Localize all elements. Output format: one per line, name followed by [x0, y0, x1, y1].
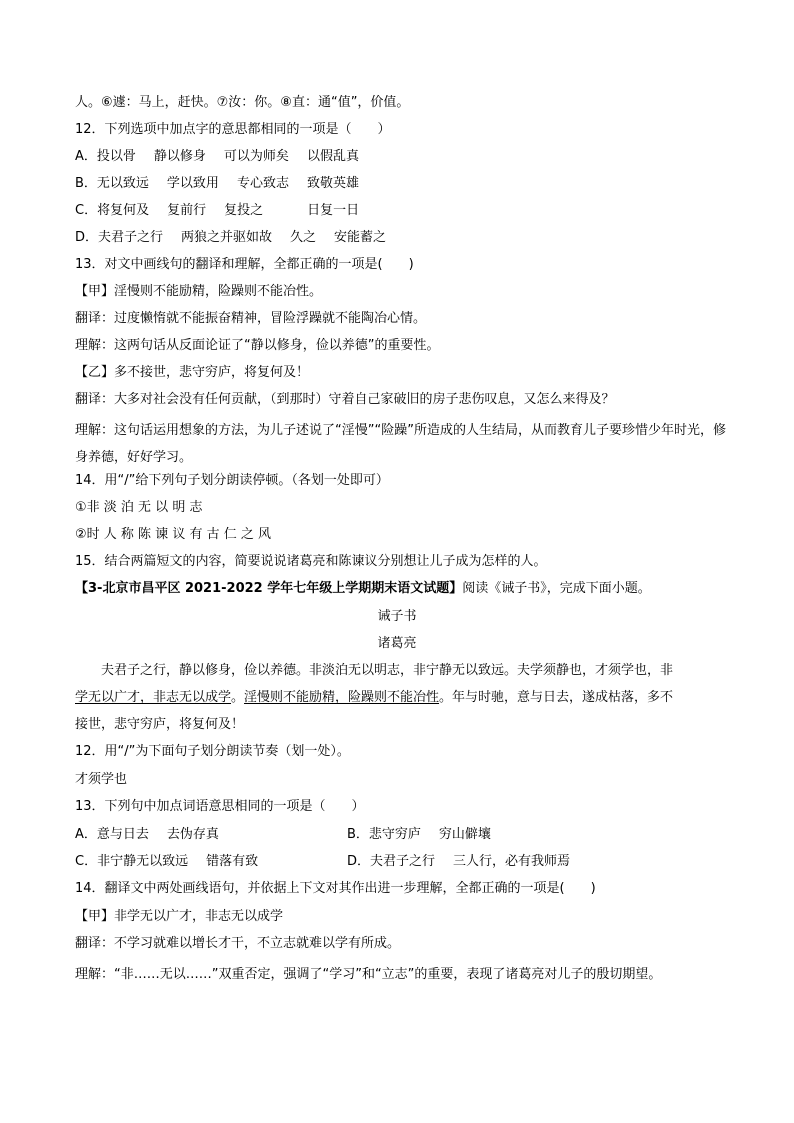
option-text: C．将复何及 [75, 203, 150, 218]
passage-line-3: 接世，悲守穷庐，将复何及！ [75, 717, 245, 732]
question-14-item-1: ①非 淡 泊 无 以 明 志 [75, 500, 203, 515]
yi-understanding: 理解：这句话运用想象的方法，为儿子述说了“淫慢”“险躁”所造成的人生结局，从而教育儿子要珍惜少年时光，修身养德，好好学习。 [75, 423, 726, 465]
option-text: 复投之 [224, 203, 264, 218]
option-text: C．非宁静无以致远 [75, 854, 189, 869]
passage-line-1: 夫君子之行，静以修身，俭以养德。非淡泊无以明志，非宁静无以致远。夫学须静也，才须学也，非 [101, 663, 674, 678]
passage-text: 。年与时驰，意与日去，遂成枯落，多不 [439, 690, 674, 705]
option-text: B．悲守穷庐 [347, 827, 421, 842]
b-options-cd [75, 852, 734, 872]
underlined-sentence-jia: 学无以广才，非志无以成学 [75, 690, 232, 705]
option-text: 两狼之并驱如故 [181, 230, 273, 245]
option-text: D．夫君子之行 [75, 230, 164, 245]
option-text: 日复一日 [307, 203, 360, 218]
option-d [347, 852, 570, 872]
b-options-ab [75, 825, 734, 845]
passage-author: 诸葛亮 [377, 636, 417, 651]
option-text: A．意与日去 [75, 827, 149, 842]
jia-understanding: 理解：这两句话从反面论证了“静以修身，俭以养德”的重要性。 [75, 338, 440, 353]
option-text: 可以为师矣 [223, 149, 289, 164]
option-b [347, 825, 491, 845]
option-text: 穷山僻壤 [438, 827, 491, 842]
option-text: 久之 [290, 230, 317, 245]
question-13: 13．对文中画线句的翻译和理解，全都正确的一项是( ) [75, 257, 414, 272]
b-question-12: 12．用“/”为下面句子划分朗读节奏（划一处）。 [75, 744, 350, 759]
option-text: 三人行，必有我师焉 [453, 854, 571, 869]
option-text: 致敬英雄 [306, 176, 359, 191]
option-text: 安能蓄之 [334, 230, 387, 245]
question-14: 14．用“/”给下列句子划分朗读停顿。（各划一处即可） [75, 473, 389, 488]
option-text: 复前行 [167, 203, 207, 218]
yi-sentence: 【乙】多不接世，悲守穷庐，将复何及！ [75, 365, 310, 380]
passage-line-2 [75, 688, 734, 708]
footnote-line: 人。⑥遽：马上，赶快。⑦汝：你。⑧直：通“值”，价值。 [75, 95, 410, 110]
source-label: 【3-北京市昌平区 2021-2022 学年七年级上学期期末语文试题】 [75, 581, 463, 596]
b-question-13: 13．下列句中加点词语意思相同的一项是（ ） [75, 799, 365, 814]
source-header [75, 579, 734, 599]
question-12: 12．下列选项中加点字的意思都相同的一项是（ ） [75, 122, 391, 137]
option-12-a [75, 147, 734, 167]
b-question-14: 14．翻译文中两处画线语句，并依据上下文对其作出进一步理解，全都正确的一项是( ) [75, 881, 596, 896]
option-12-c [75, 201, 734, 221]
passage-title: 诫子书 [377, 609, 417, 624]
underlined-sentence-yi: 淫慢则不能励精，险躁则不能冶性 [244, 690, 440, 705]
jia-translation: 翻译：过度懒惰就不能振奋精神，冒险浮躁就不能陶冶心情。 [75, 311, 427, 326]
option-text: A．投以骨 [75, 149, 136, 164]
option-12-d [75, 228, 734, 248]
question-14-item-2: ②时 人 称 陈 谏 议 有 古 仁 之 风 [75, 527, 271, 542]
b-jia-understanding: 理解：“非……无以……”双重否定，强调了“学习”和“立志”的重要，表现了诸葛亮对儿子的殷切期望。 [75, 967, 662, 982]
option-text: B．无以致远 [75, 176, 149, 191]
b-jia-sentence: 【甲】非学无以广才，非志无以成学 [75, 909, 284, 924]
option-text: 去伪存真 [166, 827, 219, 842]
source-instruction: 阅读《诫子书》，完成下面小题。 [462, 581, 651, 596]
option-text: 静以修身 [153, 149, 206, 164]
jia-sentence: 【甲】淫慢则不能励精，险躁则不能冶性。 [75, 284, 323, 299]
option-12-b [75, 174, 734, 194]
yi-translation: 翻译：大多对社会没有任何贡献，（到那时）守着自己家破旧的房子悲伤叹息，又怎么来得及？ [75, 392, 615, 407]
option-text: 学以致用 [166, 176, 219, 191]
option-text: 错落有致 [206, 854, 259, 869]
b-jia-translation: 翻译：不学习就难以增长才干，不立志就难以学有所成。 [75, 936, 401, 951]
option-text: 以假乱真 [306, 149, 359, 164]
option-text: D．夫君子之行 [347, 854, 436, 869]
question-15: 15．结合两篇短文的内容，简要说说诸葛亮和陈谏议分别想让儿子成为怎样的人。 [75, 554, 547, 569]
passage-text: 。 [231, 690, 245, 705]
option-text: 专心致志 [236, 176, 289, 191]
b-question-12-sentence: 才须学也 [75, 772, 128, 787]
